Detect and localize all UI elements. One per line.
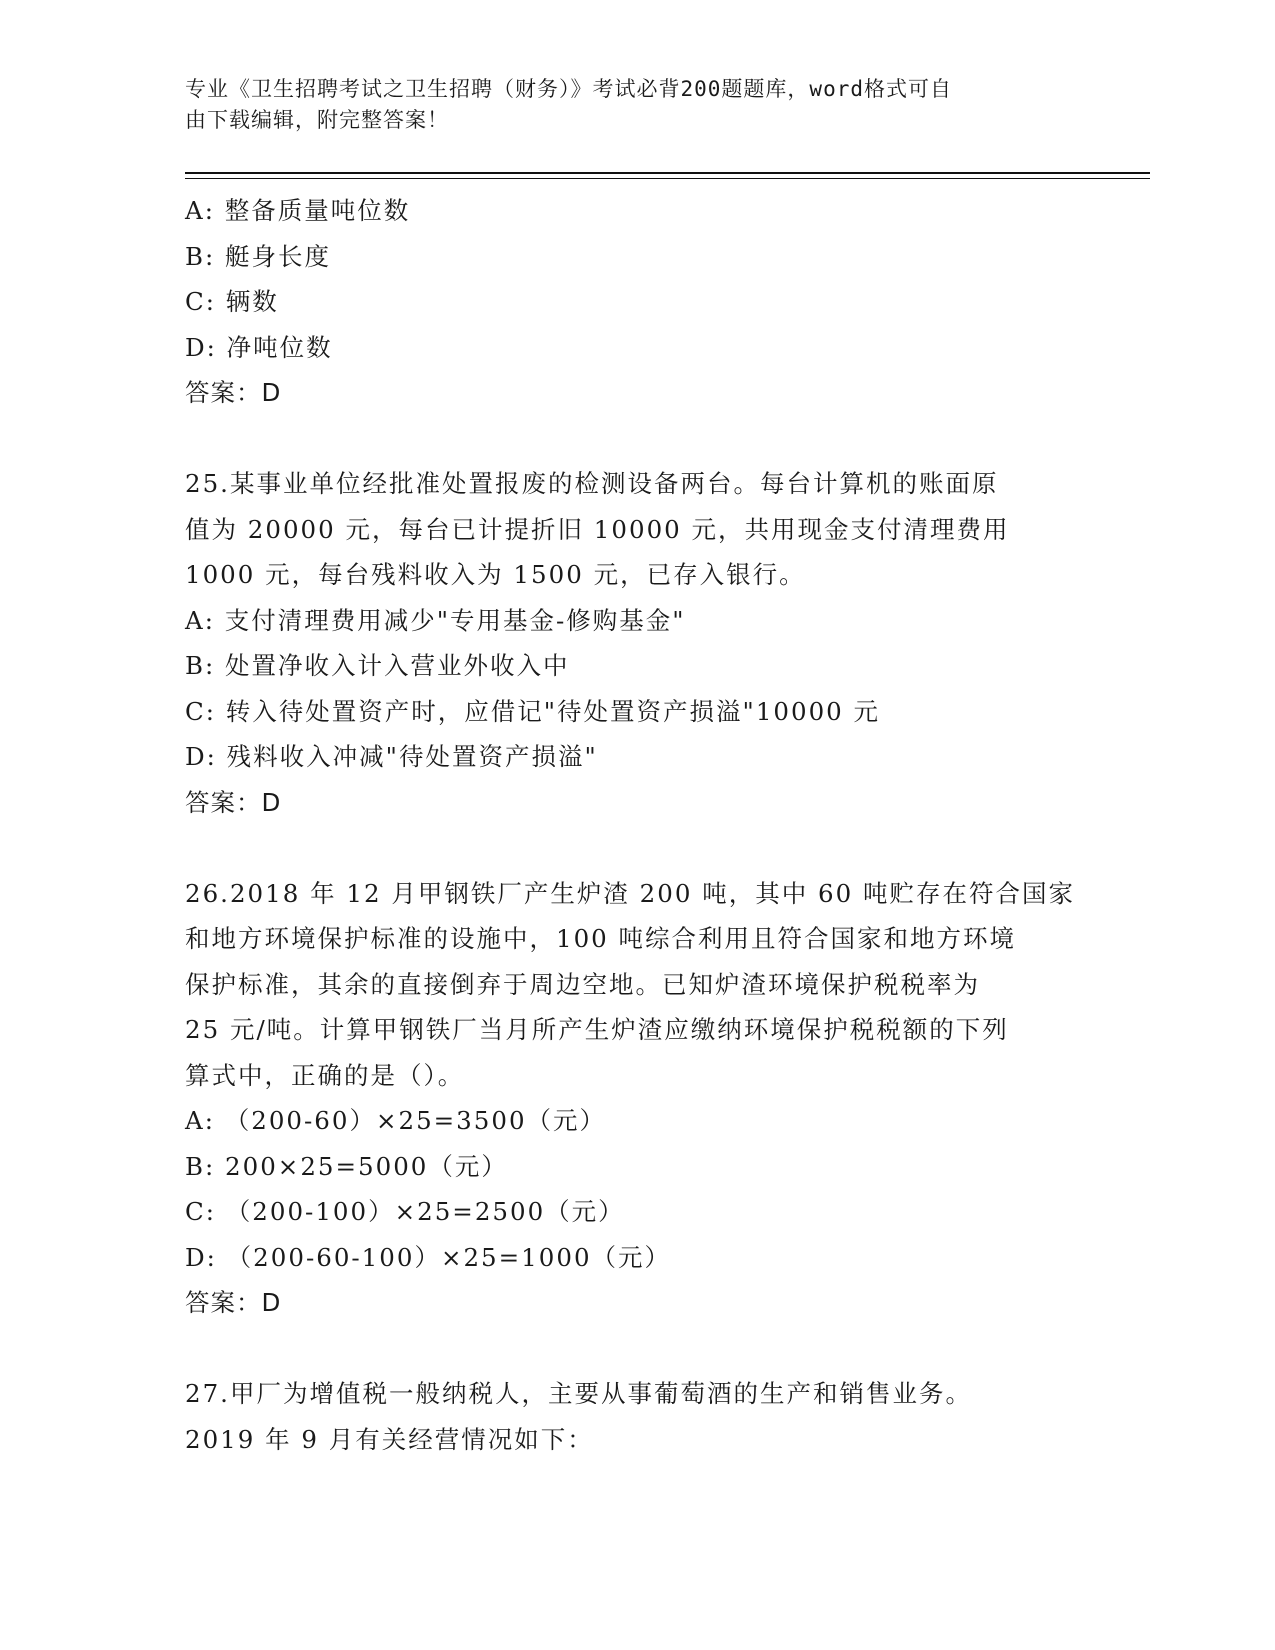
question-27 [185,1371,1085,1462]
option-b: B: 艇身长度 [185,241,332,271]
header-divider-thin [185,178,1150,179]
question-stem-line: 26.2018 年 12 月甲钢铁厂产生炉渣 200 吨，其中 60 吨贮存在符合国家 [185,878,1075,908]
question-stem-line: 25 元/吨。计算甲钢铁厂当月所产生炉渣应缴纳环境保护税税额的下列 [185,1015,1009,1044]
header-line-1: 专业《卫生招聘考试之卫生招聘（财务）》考试必背200题题库，word格式可自 [185,77,952,101]
option-d: D: （200-60-100）×25=1000（元） [185,1242,672,1272]
header-divider-thick [185,172,1150,174]
option-c: C: 辆数 [185,287,279,316]
document-body [185,188,1085,1462]
question-stem-line: 27.甲厂为增值税一般纳税人，主要从事葡萄酒的生产和销售业务。 [185,1379,972,1408]
header-line-2: 由下载编辑，附完整答案！ [185,108,449,132]
option-a: A: 支付清理费用减少"专用基金-修购基金" [185,605,686,635]
option-d: D: 残料收入冲减"待处置资产损溢" [185,742,598,771]
option-a: A: 整备质量吨位数 [185,196,411,225]
question-stem-line: 和地方环境保护标准的设施中，100 吨综合利用且符合国家和地方环境 [185,924,1017,953]
option-b: B: 200×25=5000（元） [185,1151,508,1181]
question-stem-line: 1000 元，每台残料收入为 1500 元，已存入银行。 [185,560,806,589]
option-d: D: 净吨位数 [185,332,333,362]
question-26 [185,871,1085,1326]
option-b: B: 处置净收入计入营业外收入中 [185,651,570,680]
question-stem-line: 25.某事业单位经批准处置报废的检测设备两台。每台计算机的账面原 [185,469,999,498]
question-24-tail [185,188,1085,416]
answer: 答案：D [185,787,282,817]
answer: 答案：D [185,1288,282,1317]
question-25 [185,461,1085,825]
option-c: C: 转入待处置资产时，应借记"待处置资产损溢"10000 元 [185,696,881,726]
question-stem-line: 值为 20000 元，每台已计提折旧 10000 元，共用现金支付清理费用 [185,514,1010,544]
option-c: C: （200-100）×25=2500（元） [185,1197,625,1226]
answer: 答案：D [185,378,282,407]
question-stem-line: 保护标准，其余的直接倒弃于周边空地。已知炉渣环境保护税税率为 [185,969,980,999]
question-stem-line: 2019 年 9 月有关经营情况如下： [185,1424,594,1454]
question-stem-line: 算式中，正确的是（）。 [185,1060,465,1090]
document-header [185,74,1085,136]
option-a: A: （200-60）×25=3500（元） [185,1106,607,1135]
